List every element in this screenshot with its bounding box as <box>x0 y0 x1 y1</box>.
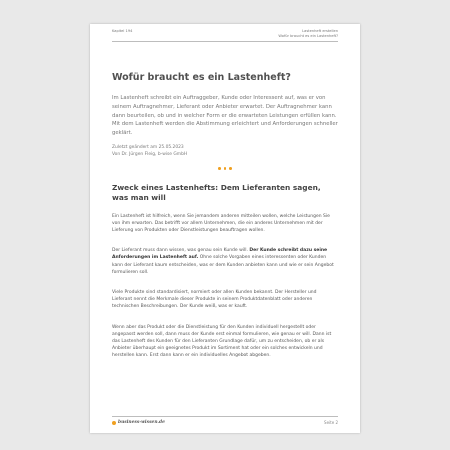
intro-text: Im Lastenheft schreibt ein Auftraggeber, Kunde oder Interessent auf, was er von seinem Auftragnehmer, Lieferant oder Anbieter erwartet. Der Auftragnehmer kann dann beurteilen, ob und in welcher Form er die erwarteten Leistungen erfüllen kann. Mit dem Lastenheft werden die Abstimmung erleichtert und Anforderungen schneller geklärt. <box>112 95 338 137</box>
brand-logo <box>112 420 165 425</box>
page-footer <box>112 416 338 425</box>
paragraph: Wenn aber das Produkt oder die Dienstleistung für den Kunden individuell hergestellt oder angepasst werden soll, dann muss der Kunde erst einmal formulieren, wie genau er will. Dann ist das Lastenheft des Kunden für den Lieferanten Grundlage dafür, um zu entscheiden, ob er als Anbieter überhaupt ein geeignetes Produkt im Sortiment hat oder ein solches entwickeln und herstellen kann. Erst dann kann er ein individuelles Angebot abgeben. <box>112 324 332 359</box>
brand-name: business-wissen.de <box>118 420 165 425</box>
author-line: Von Dr. Jürgen Fleig, b-wise GmbH <box>112 152 188 158</box>
header-subsection: Wofür braucht es ein Lastenheft? <box>278 34 338 38</box>
chapter-label: Kapitel 194 <box>112 29 133 33</box>
updated-date: Zuletzt geändert am 25.05.2023 <box>112 144 184 150</box>
paragraph: Ein Lastenheft ist hilfreich, wenn Sie jemandem anderen mitteilen wollen, welche Leistungen Sie von ihm erwarten. Das betrifft vor allem Unternehmen, die ein anderes Unternehmen mit der Lieferung von Produkten oder Dienstleistungen beauftragen wollen. <box>112 213 330 233</box>
divider-dot <box>224 167 227 170</box>
paragraph <box>112 247 338 276</box>
divider-dot <box>229 167 232 170</box>
page-number: Seite 2 <box>324 420 338 425</box>
paragraph: Viele Produkte sind standardisiert, normiert oder allen Kunden bekannt. Der Hersteller und Lieferant nennt die Merkmale dieser Produkte in seinem Produktdatenblatt oder anderen technischen Beschreibungen. Der Kunde weiß, was er kauft. <box>112 290 317 310</box>
header-breadcrumb <box>278 29 338 39</box>
logo-dot-icon <box>112 421 116 425</box>
paragraph-text: Der Lieferant muss dann wissen, was genau sein Kunde will. <box>112 248 250 254</box>
section-divider <box>112 167 338 170</box>
emphasized-text: Der Kunde schreibt dazu seine Anforderungen im Lastenheft auf. <box>112 248 328 261</box>
divider-dot <box>218 167 221 170</box>
document-page <box>90 24 360 433</box>
paragraph-text: Ohne solche Vorgaben eines interessenten oder Kunden kann der Lieferant kaum entscheiden, was er dem Kunden anbieten kann und wie er sein Angebot formulieren soll. <box>112 255 334 275</box>
article-meta <box>112 144 338 159</box>
header-section: Lastenheft erstellen <box>302 29 338 33</box>
section-heading: Zweck eines Lastenhefts: Dem Lieferanten sagen, was man will <box>112 182 321 203</box>
page-header <box>112 29 338 42</box>
page-title: Wofür braucht es ein Lastenheft? <box>112 72 291 83</box>
